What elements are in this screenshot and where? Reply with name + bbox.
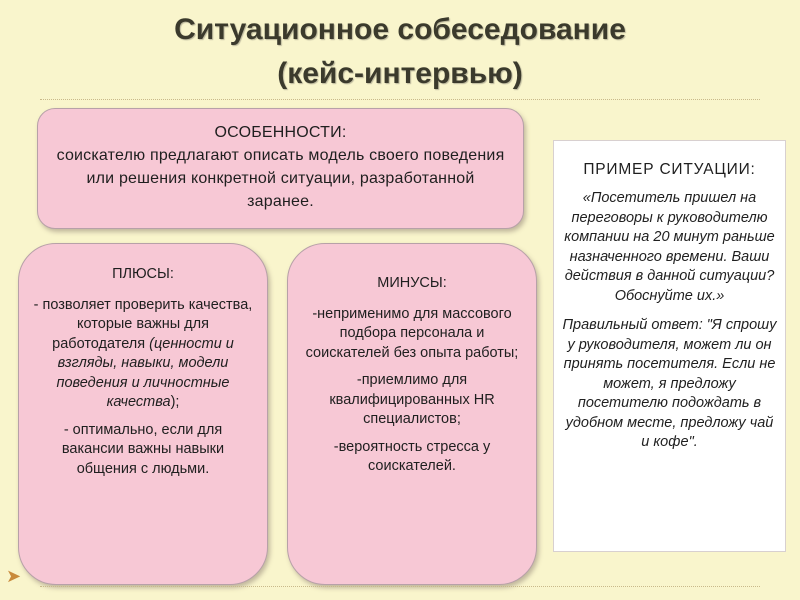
pros-item-1 (33, 296, 253, 413)
features-card (37, 108, 524, 229)
example-scenario: «Посетитель пришел на переговоры к руководителю компании на 20 минут раньше назначенного времени. Ваши действия в данной ситуации? Обоснуйте их.» (564, 190, 775, 304)
cons-item-2: -приемлимо для квалифицированных HR специалистов; (329, 372, 495, 427)
arrow-icon: ➤ (6, 566, 22, 586)
pros-item-2: - оптимально, если для вакансии важны навыки общения с людьми. (61, 421, 225, 477)
pros-item-1-text: - позволяет проверить качества, которые важны для работодателя (33, 296, 253, 352)
pros-item-1-suffix: ); (170, 394, 180, 410)
cons-heading: МИНУСЫ: (377, 275, 447, 291)
top-divider (40, 99, 760, 100)
pros-heading: ПЛЮСЫ: (112, 266, 174, 282)
slide-title-line-1: Ситуационное собеседование (174, 13, 626, 46)
slide-title (0, 8, 800, 96)
pros-item-1-details: (ценности и взгляды, навыки, модели поведения и личностные качества (56, 335, 234, 410)
cons-item-1: -неприменимо для массового подбора персонала и соискателей без опыта работы; (305, 305, 519, 361)
pros-card (18, 243, 268, 585)
bottom-divider (40, 586, 760, 587)
example-panel (553, 140, 786, 552)
cons-item-3: -вероятность стресса у соискателей. (333, 438, 491, 474)
features-text: соискателю предлагают описать модель своего поведения или решения конкретной ситуации, разработанной заранее. (56, 147, 505, 210)
cons-card (287, 243, 537, 585)
features-heading: ОСОБЕННОСТИ: (214, 124, 347, 141)
slide-title-line-2: (кейс-интервью) (277, 57, 523, 90)
example-answer: Правильный ответ: "Я спрошу у руководителя, может ли он принять посетителя. Если не может, я предложу посетителю подождать в удобном месте, предложу чай и кофе". (562, 317, 777, 450)
example-heading: ПРИМЕР СИТУАЦИИ: (583, 161, 756, 178)
